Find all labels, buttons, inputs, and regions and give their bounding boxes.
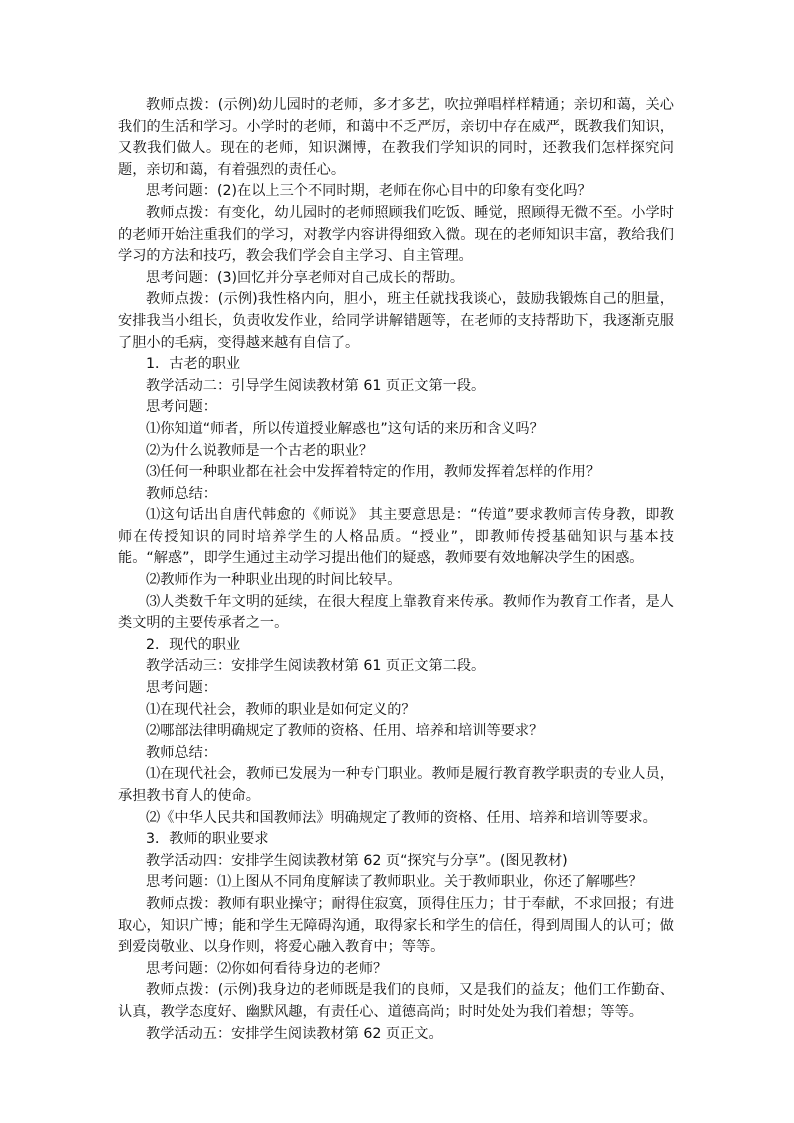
paragraph-summary-item-4: ⑴在现代社会，教师已发展为一种专门职业。教师是履行教育教学职责的专业人员，承担教书育人的使命。 bbox=[118, 766, 674, 804]
paragraph-teacher-guide-3: 教师点拨：(示例)我性格内向，胆小，班主任就找我谈心，鼓励我锻炼自己的胆量，安排我当小组长，负责收发作业，给同学讲解错题等，在老师的支持帮助下，我逐渐克服了胆小的毛病，变得越来越有自信了。 bbox=[118, 291, 674, 351]
document-page bbox=[118, 95, 674, 1045]
paragraph-question-item-4: ⑴在现代社会，教师的职业是如何定义的？ bbox=[146, 701, 416, 718]
section-heading-ancient-profession: 1．古老的职业 bbox=[146, 356, 241, 373]
paragraph-summary-item-3: ⑶人类数千年文明的延续，在很大程度上靠教育来传承。教师作为教育工作者，是人类文明的主要传承者之一。 bbox=[118, 593, 674, 632]
paragraph-teacher-guide-5: 教师点拨：(示例)我身边的老师既是我们的良师，又是我们的益友；他们工作勤奋、认真，教学态度好、幽默风趣，有责任心、道德高尚；时时处处为我们着想；等等。 bbox=[118, 982, 674, 1020]
paragraph-question-item-3: ⑶任何一种职业都在社会中发挥着特定的作用，教师发挥着怎样的作用？ bbox=[146, 464, 601, 481]
paragraph-question-item-5: ⑵哪部法律明确规定了教师的资格、任用、培养和培训等要求？ bbox=[146, 723, 544, 740]
paragraph-question-3: 思考问题：(3)回忆并分享老师对自己成长的帮助。 bbox=[146, 269, 465, 286]
paragraph-activity-5: 教学活动五：安排学生阅读教材第 62 页正文。 bbox=[146, 1025, 443, 1042]
paragraph-question-label-2: 思考问题： bbox=[146, 680, 217, 697]
paragraph-question-item-2: ⑵为什么说教师是一个古老的职业？ bbox=[146, 442, 374, 459]
paragraph-teacher-guide-4: 教师点拨：教师有职业操守；耐得住寂寞，顶得住压力；甘于奉献，不求回报；有进取心，知识广博；能和学生无障碍沟通，取得家长和学生的信任，得到周围人的认可；做到爱岗敬业、以身作则，将爱心融入教育中；等等。 bbox=[118, 895, 674, 956]
section-heading-modern-profession: 2．现代的职业 bbox=[146, 636, 241, 653]
paragraph-summary-item-2: ⑵教师作为一种职业出现的时间比较早。 bbox=[146, 572, 402, 589]
paragraph-question-4: 思考问题：⑴上图从不同角度解读了教师职业。关于教师职业，你还了解哪些？ bbox=[146, 874, 643, 891]
paragraph-summary-label-2: 教师总结： bbox=[146, 744, 217, 761]
paragraph-summary-item-1: ⑴这句话出自唐代韩愈的《师说》 其主要意思是：“传道”要求教师言传身教，即教师在传授知识的同时培养学生的人格品质。“授业”，即教师传授基础知识与基本技能。“解惑”，即学生通过主动学习提出他们的疑惑，教师要有效地解决学生的困惑。 bbox=[118, 507, 674, 567]
paragraph-question-label: 思考问题： bbox=[146, 399, 217, 416]
paragraph-summary-label: 教师总结： bbox=[146, 485, 217, 502]
paragraph-teacher-guide-1: 教师点拨：(示例)幼儿园时的老师，多才多艺，吹拉弹唱样样精通；亲切和蔼，关心我们的生活和学习。小学时的老师，和蔼中不乏严厉，亲切中存在威严，既教我们知识，又教我们做人。现在的老师，知识渊博，在教我们学知识的同时，还教我们怎样探究问题，亲切和蔼，有着强烈的责任心。 bbox=[118, 97, 674, 178]
paragraph-activity-3: 教学活动三：安排学生阅读教材第 61 页正文第二段。 bbox=[146, 658, 486, 675]
paragraph-summary-item-5: ⑵《中华人民共和国教师法》明确规定了教师的资格、任用、培养和培训等要求。 bbox=[146, 809, 657, 826]
paragraph-activity-2: 教学活动二：引导学生阅读教材第 61 页正文第一段。 bbox=[146, 377, 486, 394]
paragraph-teacher-guide-2: 教师点拨：有变化，幼儿园时的老师照顾我们吃饭、睡觉，照顾得无微不至。小学时的老师开始注重我们的学习，对教学内容讲得细致入微。现在的老师知识丰富，教给我们学习的方法和技巧，教会我们学会自主学习、自主管理。 bbox=[118, 204, 674, 265]
paragraph-question-5: 思考问题：⑵你如何看待身边的老师？ bbox=[146, 960, 388, 977]
paragraph-question-item-1: ⑴你知道“师者，所以传道授业解惑也”这句话的来历和含义吗？ bbox=[146, 420, 544, 437]
paragraph-activity-4: 教学活动四：安排学生阅读教材第 62 页“探究与分享”。(图见教材) bbox=[146, 852, 568, 869]
section-heading-professional-requirements: 3．教师的职业要求 bbox=[146, 831, 269, 848]
paragraph-question-2: 思考问题：(2)在以上三个不同时期，老师在你心目中的印象有变化吗？ bbox=[146, 183, 592, 200]
